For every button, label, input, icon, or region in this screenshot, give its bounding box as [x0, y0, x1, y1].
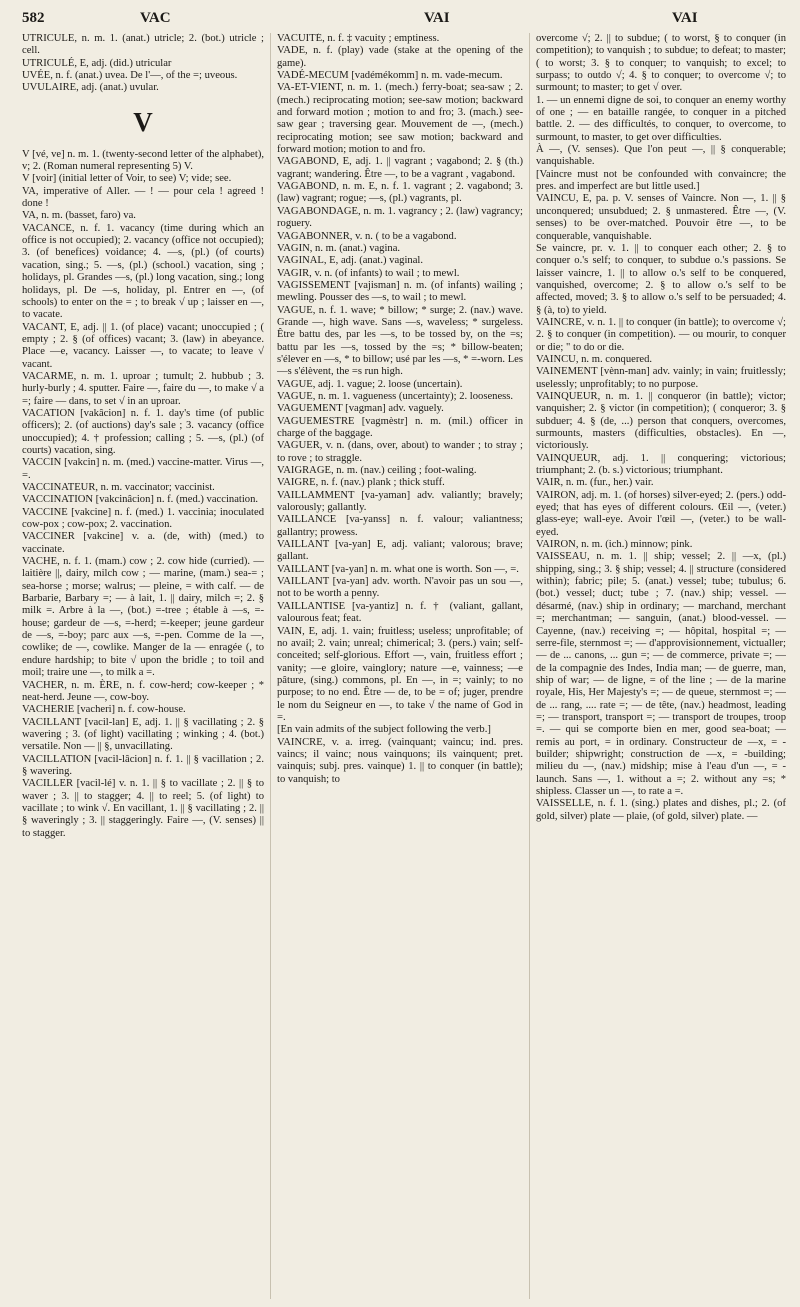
- dictionary-entry: VAIGRE, n. f. (nav.) plank ; thick stuff.: [277, 477, 445, 489]
- dictionary-entry: VAISSELLE, n. f. 1. (sing.) plates and dishes, pl.; 2. (of gold, silver) plate — plaie, (of gold, silver) plate. —: [536, 798, 786, 822]
- dictionary-entry: VAILLANT [va-yan] adv. worth. N'avoir pas un sou —, not to be worth a penny.: [277, 576, 523, 600]
- dictionary-entry: UTRICULÉ, E, adj. (did.) utricular: [22, 57, 172, 69]
- dictionary-entry: VAINQUEUR, adj. 1. || conquering; victorious; triumphant; 2. (b. s.) victorious; triumphant.: [536, 452, 786, 477]
- dictionary-entry: VACHER, n. m. ÈRE, n. f. cow-herd; cow-keeper ; * neat-herd. Jeune —, cow-boy.: [22, 679, 264, 703]
- section-letter: V: [133, 106, 153, 137]
- dictionary-entry: VAINEMENT [vènn-man] adv. vainly; in vain; fruitlessly; uselessly; unprofitably; to no purpose.: [536, 366, 786, 390]
- dictionary-entry: VAGISSEMENT [vajisman] n. m. (of infants) wailing ; mewling. Pousser des —s, to wail ; to mewl.: [277, 279, 523, 304]
- dictionary-entry: overcome √; 2. || to subdue; ( to worst, § to conquer (in competition); to vanquish ; to subdue; to defeat; to master; ( to worst; 3. § to conquer; to vanquish; to excel; to surpass; to outdo √; 4. § to conquer; to overcome √; to surmount; to master; to get √ over.: [536, 33, 786, 94]
- dictionary-entry: UTRICULE, n. m. 1. (anat.) utricle; 2. (bot.) utricle ; cell.: [22, 33, 264, 57]
- dictionary-entry: À —, (V. senses). Que l'on peut —, || § conquerable; vanquishable.: [536, 144, 786, 168]
- dictionary-entry: VAIRON, n. m. (ich.) minnow; pink.: [536, 539, 693, 551]
- dictionary-entry: UVÉE, n. f. (anat.) uvea. De l'—, of the =; uveous.: [22, 70, 238, 82]
- dictionary-entry: VAIGRAGE, n. m. (nav.) ceiling ; foot-waling.: [277, 465, 477, 477]
- dictionary-entry: VAINCRE, v. n. 1. || to conquer (in battle); to overcome √; 2. § to conquer (in competition). — ou mourir, to conquer or die; " to do or die.: [536, 316, 786, 353]
- dictionary-entry: VAGABONDAGE, n. m. 1. vagrancy ; 2. (law) vagrancy; roguery.: [277, 205, 523, 230]
- dictionary-entry: VADÉ-MECUM [vadémékomm] n. m. vade-mecum.: [277, 70, 503, 82]
- dictionary-entry: VACANT, E, adj. || 1. (of place) vacant; unoccupied ; ( empty ; 2. § (of offices) vacant; 3. (law) in abeyance. Place —e, vacancy. Laisser —, to vacate; to leave √ vacant.: [22, 321, 264, 370]
- guide-word-left: VAC: [140, 10, 171, 26]
- dictionary-entry: VA-ET-VIENT, n. m. 1. (mech.) ferry-boat; sea-saw ; 2. (mech.) reciprocating motion; see-saw motion; backward and forward motion ; motion to and fro; 3. (mach.) see-saw gear ; traversing gear. Mouvement de —, (mech.) reciprocating motion; see saw motion; backward and forward motion; motion to and fro.: [277, 82, 523, 156]
- dictionary-entry: VACHE, n. f. 1. (mam.) cow ; 2. cow hide (curried). — laitière ||, dairy, milch cow ; — marine, (mam.) sea-= ; sea-horse ; morse; walrus; — pleine, = with calf. — de Barbarie, Barbary =; — à lait, 1. || dairy, milch =; 2. § milk =. Arbre à la —, (bot.) =-tree ; étable à —s, =-house; gardeur de —s, =-herd; =-keeper; jeune gardeur de —s, =-boy; parc aux —s, =-pen. Comme de la —, cowlike; de —, cowlike. Manger de la — enragée (, to endure hardship; to bite √ upon the bridle ; to toil and moil; traire une —, to milk a =.: [22, 556, 264, 679]
- dictionary-entry: VACATION [vakâcion] n. f. 1. day's time (of public officers); 2. (of auctions) day's sale ; 3. vacancy (office unoccupied); 4. † profession; calling ; 5. —s, (pl.) (of courts) vacation, sing.: [22, 407, 264, 456]
- column-divider: [270, 33, 271, 1299]
- dictionary-entry: VAIR, n. m. (fur., her.) vair.: [536, 477, 654, 489]
- dictionary-entry: VACCINATEUR, n. m. vaccinator; vaccinist.: [22, 482, 215, 493]
- dictionary-entry: VAILLANT [va-yan] E, adj. valiant; valorous; brave; gallant.: [277, 539, 523, 563]
- dictionary-entry: VAGUE, n. f. 1. wave; * billow; * surge; 2. (nav.) wave. Grande —, high wave. Sans —s, waveless; * surgeless. Être battu des, par les —s, to be tossed by, on the =s; battu par les —s, tossed by the =s; * billow-beaten; s'élever en —s, * to billow; usé par les —s, * =-worn. Les —s s'élèvent, the =s run high.: [277, 304, 523, 378]
- dictionary-entry: VAGIR, v. n. (of infants) to wail ; to mewl.: [277, 267, 460, 279]
- dictionary-entry: 1. — un ennemi digne de soi, to conquer an enemy worthy of one ; — en bataille rangée, to conquer in a pitched battle. 2. — des difficultés, to conquer, to overcome, to surmount, to master, to get over difficulties.: [536, 94, 786, 143]
- dictionary-entry: VACCINE [vakcine] n. f. (med.) 1. vaccinia; inoculated cow-pox ; cow-pox; 2. vaccination.: [22, 506, 264, 531]
- dictionary-entry: VAGUER, v. n. (dans, over, about) to wander ; to stray ; to rove ; to straggle.: [277, 440, 523, 464]
- dictionary-entry: VACCINER [vakcine] v. a. (de, with) (med.) to vaccinate.: [22, 531, 264, 555]
- dictionary-entry: VAISSEAU, n. m. 1. || ship; vessel; 2. || —x, (pl.) shipping, sing.; 3. § ship; vessel; 4. || structure (considered within); fabric; pile; 5. (anat.) vessel; tube; tubulus; 6. (bot.) vessel; duct; tube ; 7. (nav.) ship; vessel. — désarmé, (nav.) ship in ordinary; — marchand, merchant =; merchantman; — sanguin, (anat.) blood-vessel. — Cayenne, (nav.) receiving =; — hôpital, hospital =; — serre-file, sternmost =; — d'approvisionnement, victualler; — de ... canons, ... gun =; — de commerce, private =; — de la compagnie des Indes, India man; — de guerre, man, ship of war; — de ligne, = of the line ; — de la marine royale, His, Her Majesty's =; — de queue, sternmost =; — de ... rang, .... rate =; — de tête, (nav.) headmost, leading =; — transport, transport =; — transport de troupes, troop =. — qui se comporte bien en mer, good sea-boat; — remis au port, = in ordinary. Constructeur de —x, = -builder; shipwright; construction de —x, = -building; milieu du —, (nav.) midship; mise à l'eau d'un —, = -launch. Sans —, 1. without a =; 2. without any =s; * shipless. Classer un —, to rate a =.: [536, 551, 786, 797]
- guide-word-middle: VAI: [424, 10, 450, 26]
- column-left: [22, 33, 264, 1303]
- dictionary-entry: UVULAIRE, adj. (anat.) uvular.: [22, 82, 159, 94]
- dictionary-entry: VAILLANCE [va-yanss] n. f. valour; valiantness; gallantry; prowess.: [277, 514, 523, 538]
- dictionary-entry: VACILLATION [vacil-lâcion] n. f. 1. || § vacillation ; 2. § wavering.: [22, 753, 264, 777]
- column-middle: [277, 33, 523, 1303]
- dictionary-entry: VAGUEMESTRE [vagmèstr] n. m. (mil.) officer in charge of the baggage.: [277, 415, 523, 439]
- dictionary-entry: VA, imperative of Aller. — ! — pour cela ! agreed ! done !: [22, 185, 264, 210]
- dictionary-entry: V [voir] (initial letter of Voir, to see) V; vide; see.: [22, 173, 232, 185]
- dictionary-entry: VACCINATION [vakcinâcion] n. f. (med.) vaccination.: [22, 494, 259, 506]
- dictionary-entry: VACUITÉ, n. f. ‡ vacuity ; emptiness.: [277, 33, 440, 44]
- column-divider: [529, 33, 530, 1299]
- dictionary-entry: V [vé, ve] n. m. 1. (twenty-second letter of the alphabet), v; 2. (Roman numeral representing 5) V.: [22, 148, 264, 173]
- dictionary-entry: VACILLANT [vacil-lan] E, adj. 1. || § vacillating ; 2. § wavering ; 3. (of light) vacillating ; winking ; 4. (bot.) versatile. Non — || §, unvacillating.: [22, 716, 264, 753]
- column-right: [536, 33, 786, 1303]
- dictionary-entry: VAGABONNER, v. n. ( to be a vagabond.: [277, 230, 457, 242]
- dictionary-entry: Se vaincre, pr. v. 1. || to conquer each other; 2. § to conquer o.'s self; to conquer, to subdue o.'s passions. Se laisser vaincre, 1. || to allow o.'s self to be conquered, vanquished, overcome; 2. § to allow o.'s self to be affected, moved; 3. § to allow o.'s self to be persuaded; 4. § (à, to) to yield.: [536, 242, 786, 316]
- dictionary-entry: VAIN, E, adj. 1. vain; fruitless; useless; unprofitable; of no avail; 2. vain; unreal; chimerical; 3. (pers.) vain; self-conceited; self-glorious. Effort —, vain, fruitless effort ; vanity; —e gloire, vainglory; nature —e, vainness; —e pâture, (sing.) commons, pl. En —, in =; vainly; to no purpose; to no end. Être — de, to be = of; juger, prendre le nom du Seigneur en —, to take √ the name of God in =.: [277, 625, 523, 723]
- page-header: [22, 10, 778, 30]
- dictionary-entry: VAGABOND, E, adj. 1. || vagrant ; vagabond; 2. § (th.) vagrant; wandering. Être —, to be a vagrant , vagabond.: [277, 156, 523, 180]
- dictionary-entry: VACARME, n. m. 1. uproar ; tumult; 2. hubbub ; 3. hurly-burly ; 4. sputter. Faire —, faire du —, to make √ a =; faire — dans, to set √ in an uproar.: [22, 370, 264, 407]
- dictionary-entry: VAGABOND, n. m. E, n. f. 1. vagrant ; 2. vagabond; 3. (law) vagrant; rogue; —s, (pl.) vagrants, pl.: [277, 181, 523, 205]
- dictionary-entry: VAGUE, adj. 1. vague; 2. loose (uncertain).: [277, 378, 463, 390]
- dictionary-entry: VACCIN [vakcin] n. m. (med.) vaccine-matter. Virus —, =.: [22, 457, 264, 481]
- dictionary-entry: VADE, n. f. (play) vade (stake at the opening of the game).: [277, 45, 523, 69]
- dictionary-entry: VAINCU, E, pa. p. V. senses of Vaincre. Non —, 1. || § unconquered; unsubdued; 2. § unmastered. Être —, (V. senses) to be over-matched. Pouvoir être —, to be conquerable, vanquishable.: [536, 193, 786, 242]
- dictionary-entry: [En vain admits of the subject following the verb.]: [277, 724, 491, 736]
- dictionary-entry: VA, n. m. (basset, faro) va.: [22, 210, 136, 222]
- dictionary-entry: VAINCRE, v. a. irreg. (vainquant; vaincu; ind. pres. vaincs; il vainc; nous vainquons; ils vainquent; pret. vainquis; subj. pres. vainque) 1. || to conquer (in battle); to vanquish; to: [277, 736, 523, 785]
- dictionary-entry: [Vaincre must not be confounded with convaincre; the pres. and imperfect are but little used.]: [536, 168, 786, 193]
- dictionary-entry: VAILLANTISE [va-yantiz] n. f. † (valiant, gallant, valourous feat; feat.: [277, 600, 523, 625]
- dictionary-entry: VAGUE, n. m. 1. vagueness (uncertainty); 2. looseness.: [277, 390, 514, 402]
- dictionary-entry: VAINCU, n. m. conquered.: [536, 353, 653, 365]
- dictionary-entry: VACILLER [vacil-lé] v. n. 1. || § to vacillate ; 2. || § to waver ; 3. || to stagger; 4. || to reel; 5. (of light) to vacillate ; to wink √. En vacillant, 1. || § vacillating ; 2. || § waveringly ; 3. || staggeringly. Faire —, (V. senses) || to stagger.: [22, 778, 264, 839]
- dictionary-entry: VACANCE, n. f. 1. vacancy (time during which an office is not occupied); 2. vacancy (office not occupied); 3. (of benefices) voidance; 4. —s, (pl.) (of courts) vacation, sing.; 5. —s, (pl.) (school.) vacation, sing ; holidays, pl. Grandes —s, (pl.) long vacation, sing.; long holidays, pl. De —s, holiday, pl. Entrer en —, (of schools) to enter on the = ; to break √ up ; laisser en —, to vacate.: [22, 222, 264, 321]
- dictionary-entry: VAINQUEUR, n. m. 1. || conqueror (in battle); victor; vanquisher; 2. § victor (in competition); ( conqueror; 3. § subduer; 4. § (de, ...) person that conquers, overcomes, surmounts, masters (difficulties, obstacles). En —, victoriously.: [536, 390, 786, 452]
- dictionary-entry: VAILLAMMENT [va-yaman] adv. valiantly; bravely; valorously; gallantly.: [277, 489, 523, 514]
- page-number: 582: [22, 10, 45, 26]
- guide-word-right: VAI: [672, 10, 698, 26]
- dictionary-entry: VAGINAL, E, adj. (anat.) vaginal.: [277, 255, 424, 267]
- dictionary-entry: VAILLANT [va-yan] n. m. what one is worth. Son —, =.: [277, 563, 519, 575]
- dictionary-entry: VAGUEMENT [vagman] adv. vaguely.: [277, 403, 444, 415]
- dictionary-entry: VACHERIE [vacheri] n. f. cow-house.: [22, 704, 186, 716]
- dictionary-entry: VAGIN, n. m. (anat.) vagina.: [277, 242, 401, 254]
- dictionary-entry: VAIRON, adj. m. 1. (of horses) silver-eyed; 2. (pers.) odd-eyed; that has eyes of different colours. Œil —, (veter.) glass-eye; wall-eye. Avoir l'œil —, (veter.) to be wall-eyed.: [536, 489, 786, 538]
